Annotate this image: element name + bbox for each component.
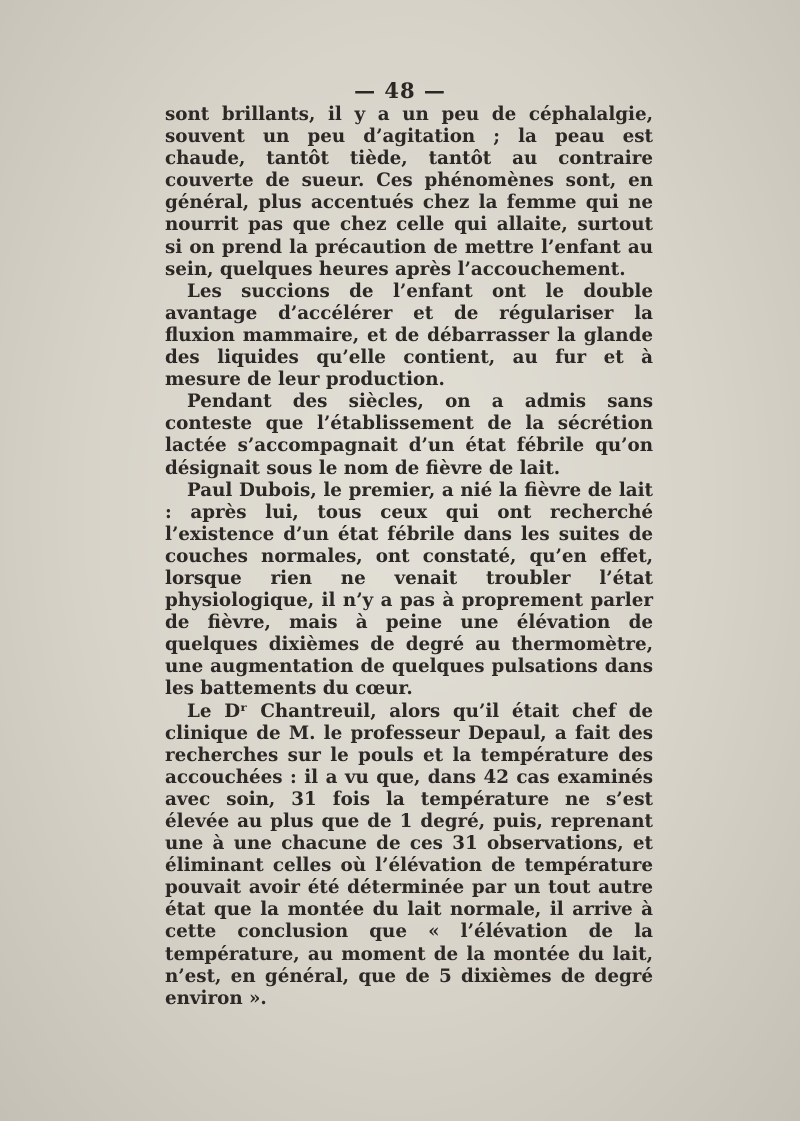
body-text — [165, 104, 653, 1010]
paragraph-5: Le Dʳ Chantreuil, alors qu’il était chef de clinique de M. le professeur Depaul, a fait des recherches sur le pouls et la température des accouchées : il a vu que, dans 42 cas examinés avec soin, 31 fois la température ne s’est élevée au plus que de 1 degré, puis, reprenant une à une chacune de ces 31 observations, et éliminant celles où l’élévation de température pouvait avoir été déterminée par un tout autre état que la montée du lait normale, il arrive à cette conclusion que « l’élévation de la température, au moment de la montée du lait, n’est, en général, que de 5 dixièmes de degré environ ». — [165, 700, 653, 1009]
page-number: — 48 — — [354, 78, 446, 103]
paragraph-2: Les succions de l’enfant ont le double avantage d’accélérer et de régulariser la fluxion mammaire, et de débarrasser la glande des liquides qu’elle contient, au fur et à mesure de leur production. — [165, 280, 653, 391]
paragraph-4: Paul Dubois, le premier, a nié la fièvre de lait : après lui, tous ceux qui ont recherché l’existence d’un état fébrile dans les suites de couches normales, ont constaté, qu’en effet, lorsque rien ne venait troubler l’état physiologique, il n’y a pas à proprement parler de fièvre, mais à peine une élévation de quelques dixièmes de degré au thermomètre, une augmentation de quelques pulsations dans les battements du cœur. — [165, 479, 653, 700]
paragraph-3: Pendant des siècles, on a admis sans conteste que l’établissement de la sécrétion lactée s’accompagnait d’un état fébrile qu’on désignait sous le nom de fièvre de lait. — [165, 391, 653, 479]
paragraph-1: sont brillants, il y a un peu de céphalalgie, souvent un peu d’agitation ; la peau est chaude, tantôt tiède, tantôt au contraire couverte de sueur. Ces phénomènes sont, en général, plus accentués chez la femme qui ne nourrit pas que chez celle qui allaite, surtout si on prend la précaution de mettre l’enfant au sein, quelques heures après l’accouchement. — [165, 104, 653, 280]
